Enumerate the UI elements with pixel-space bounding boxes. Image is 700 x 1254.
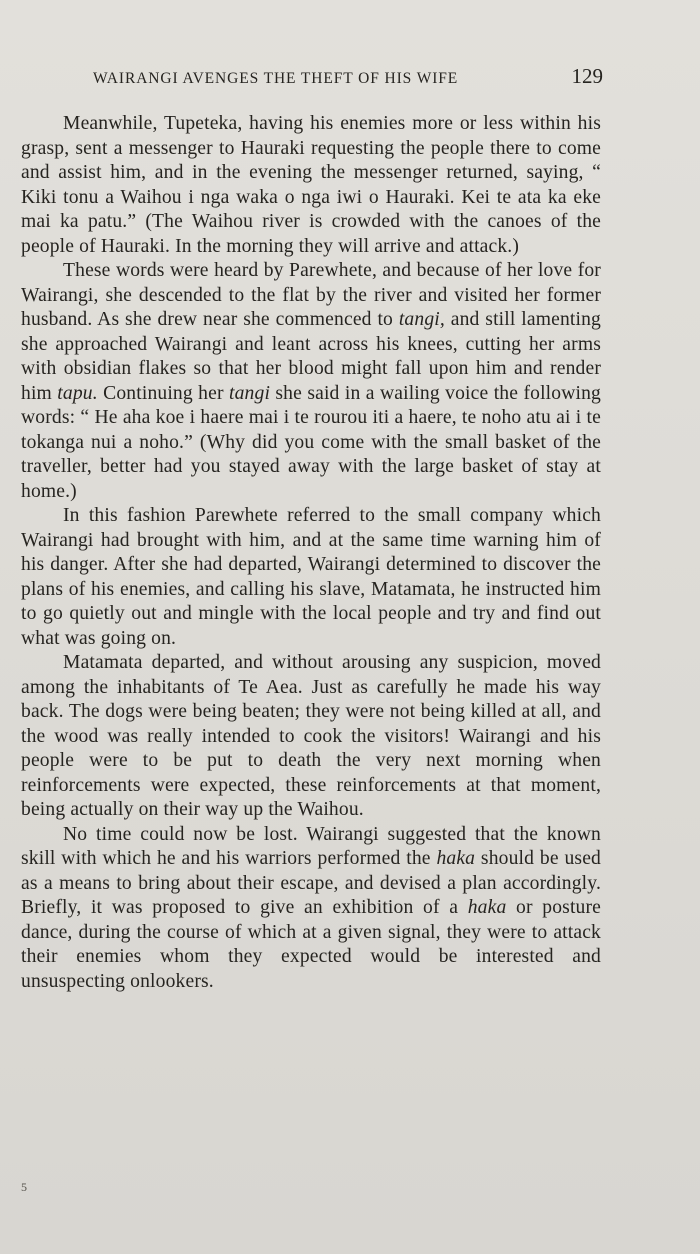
- text-run: or posture dance, during the course of which at a given signal, they were to attack their enemies whom they expected would be interested and unsuspecting onlookers.: [21, 897, 602, 992]
- text-run: Matamata departed, and without arousing any suspicion, moved among the inhabitants of Te Aea. Just as carefully he made his way back. The dogs were being beaten; they were not being killed at all, and the wood was really intended to cook the visitors! Wairangi and his people were to be put to death the very next morning when reinforcements were expected, these reinforcements at that moment, being actually on their way up the Waihou.: [21, 652, 601, 820]
- italic-text-run: tangi,: [398, 309, 445, 330]
- text-run: These words were heard by Parewhete, and because of her love for Wairangi, she descended to the flat by the river and visited her former husband. As she drew near she commenced to: [21, 260, 601, 330]
- text-run: No time could now be lost. Wairangi suggested that the known skill with which he and his warriors performed the: [21, 823, 601, 869]
- italic-text-run: tapu.: [57, 382, 98, 404]
- running-head: [93, 64, 603, 94]
- text-run: and still lamenting she approached Wairangi and leant across his knees, cutting her arms with obsidian flakes so that her blood might fall upon him and render him: [21, 309, 601, 404]
- italic-text-run: tangi: [229, 382, 271, 404]
- running-title: WAIRANGI AVENGES THE THEFT OF HIS WIFE: [93, 70, 459, 87]
- paragraph: [21, 112, 601, 259]
- paragraph: [21, 651, 601, 823]
- italic-text-run: haka: [467, 897, 507, 918]
- paragraph: [21, 823, 601, 995]
- signature-mark: 5: [21, 1180, 27, 1194]
- italic-text-run: haka: [436, 848, 476, 869]
- text-run: Continuing her: [97, 382, 230, 404]
- text-run: In this fashion Parewhete referred to the small company which Wairangi had brought with him, and at the same time warning him of his danger. After she had departed, Wairangi determined to discover the plans of his enemies, and calling his slave, Matamata, he instructed him to go quietly out and mingle with the local people and try and find out what was going on.: [21, 505, 601, 649]
- text-run: Meanwhile, Tupeteka, having his enemies more or less within his grasp, sent a messenger to Hauraki requesting the people there to come and assist him, and in the evening the messenger returned, saying, “ Kiki tonu a Waihou i nga waka o nga iwi o Hauraki. Kei te ata ka eke mai ka patu.” (The Waihou river is crowded with the canoes of the people of Hauraki. In the morning they will arrive and attack.): [21, 113, 601, 257]
- page-number: 129: [571, 64, 603, 88]
- text-run: should be used as a means to bring about their escape, and devised a plan accordingly. Briefly, it was proposed to give an exhibition of a: [21, 848, 601, 918]
- paragraph: [21, 259, 601, 504]
- paragraph: [21, 504, 601, 651]
- text-run: she said in a wailing voice the following words: “ He aha koe i haere mai i te rourou iti a haere, te noho atu ai i te tokanga nui a noho.” (Why did you come with the small basket of the traveller, better had you stayed away with the large basket of stay at home.): [21, 382, 601, 502]
- body-text: [21, 112, 601, 994]
